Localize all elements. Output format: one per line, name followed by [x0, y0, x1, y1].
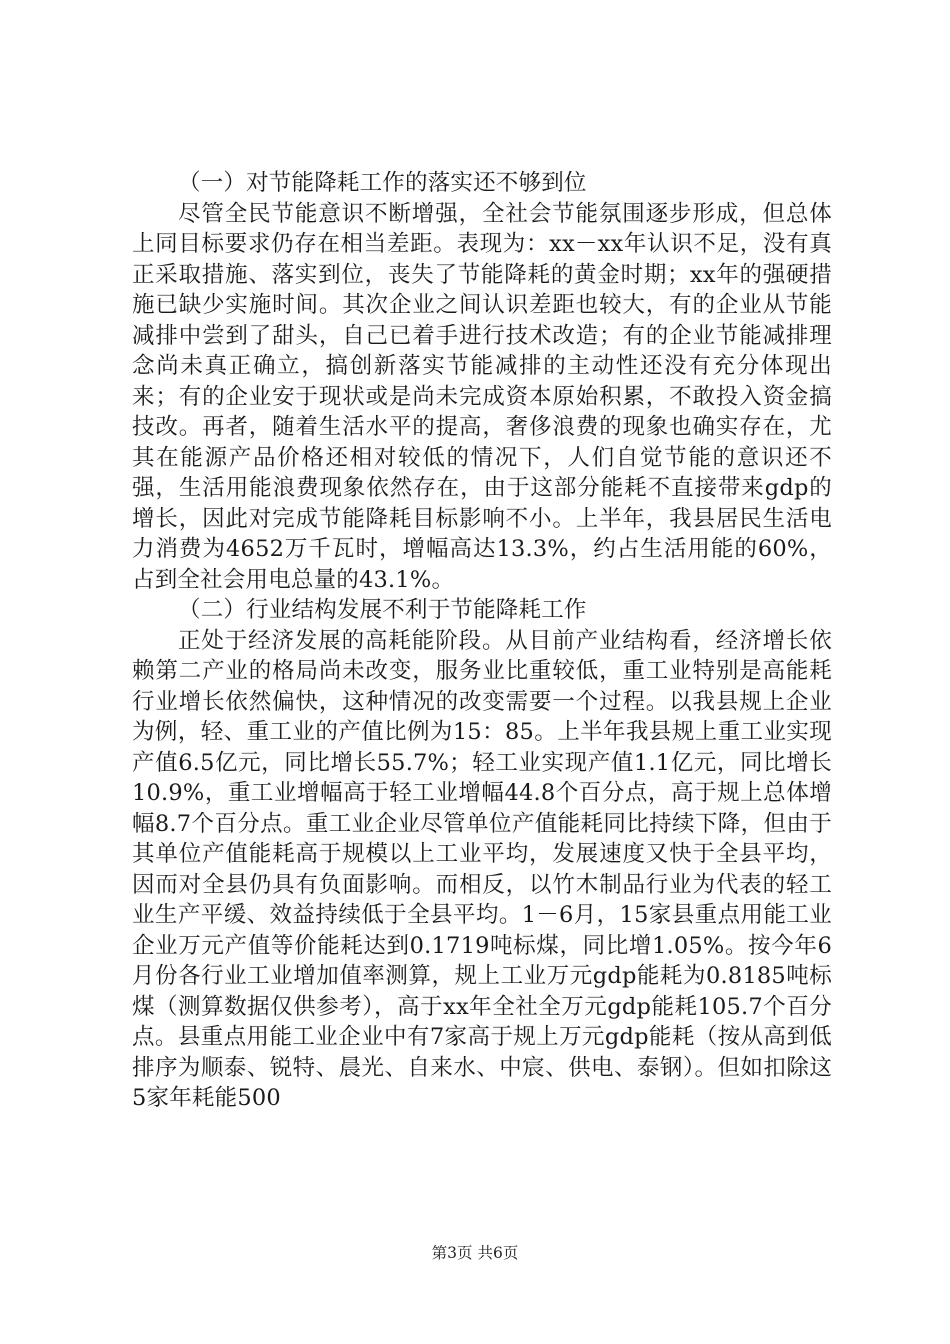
section-heading-2: （二）行业结构发展不利于节能降耗工作	[178, 597, 587, 623]
section-heading-1: （一）对节能降耗工作的落实还不够到位	[178, 170, 587, 196]
page-footer	[0, 1241, 950, 1263]
page-number-label: 第3页 共6页	[431, 1244, 519, 1262]
section-paragraph-2: 正处于经济发展的高耗能阶段。从目前产业结构看，经济增长依赖第二产业的格局尚未改变，服务业比重较低，重工业特别是高能耗行业增长依然偏快，这种情况的改变需要一个过程。以我县规上企业为例，轻、重工业的产值比例为15：85。上半年我县规上重工业实现产值6.5亿元，同比增长55.7%；轻工业实现产值1.1亿元，同比增长10.9%，重工业增幅高于轻工业增幅44.8个百分点，高于规上总体增幅8.7个百分点。重工业企业尽管单位产值能耗同比持续下降，但由于其单位产值能耗高于规模以上工业平均，发展速度又快于全县平均，因而对全县仍具有负面影响。而相反，以竹木制品行业为代表的轻工业生产平缓、效益持续低于全县平均。1－6月，15家县重点用能工业企业万元产值等价能耗达到0.1719吨标煤，同比增1.05%。按今年6月份各行业工业增加值率测算，规上工业万元gdp能耗为0.8185吨标煤（测算数据仅供参考），高于xx年全社全万元gdp能耗105.7个百分点。县重点用能工业企业中有7家高于规上万元gdp能耗（按从高到低排序为顺泰、锐特、晨光、自来水、中宸、供电、泰钢）。但如扣除这5家年耗能500	[132, 627, 832, 1111]
section-paragraph-1: 尽管全民节能意识不断增强，全社会节能氛围逐步形成，但总体上同目标要求仍存在相当差距。表现为：xx－xx年认识不足，没有真正采取措施、落实到位，丧失了节能降耗的黄金时期；xx年的强硬措施已缺少实施时间。其次企业之间认识差距也较大，有的企业从节能减排中尝到了甜头，自己已着手进行技术改造；有的企业节能减排理念尚未真正确立，搞创新落实节能减排的主动性还没有充分体现出来；有的企业安于现状或是尚未完成资本原始积累，不敢投入资金搞技改。再者，随着生活水平的提高，奢侈浪费的现象也确实存在，尤其在能源产品价格还相对较低的情况下，人们自觉节能的意识还不强，生活用能浪费现象依然存在，由于这部分能耗不直接带来gdp的增长，因此对完成节能降耗目标影响不小。上半年，我县居民生活电力消费为4652万千瓦时，增幅高达13.3%，约占生活用能的60%，占到全社会用电总量的43.1%。	[132, 200, 832, 593]
document-body	[132, 168, 832, 1114]
